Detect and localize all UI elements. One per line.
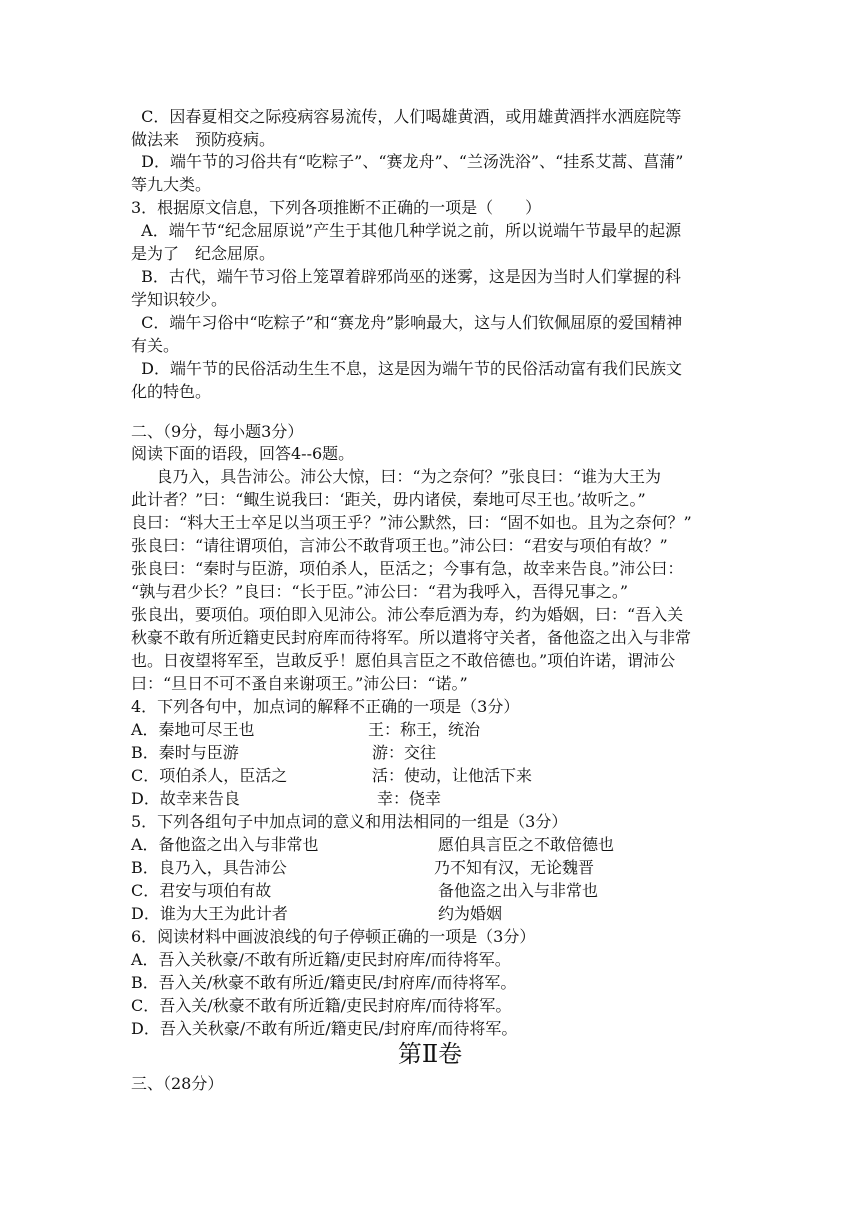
- q6-stem: 6．阅读材料中画波浪线的句子停顿正确的一项是（3分）: [131, 927, 536, 946]
- q2-option-d-line2: 等九大类。: [131, 175, 212, 194]
- q4-option-c-gloss: 活：使动，让他活下来: [372, 766, 533, 785]
- q3-option-a-line2: 是为了 纪念屈原。: [131, 244, 276, 263]
- q2-option-c-line1: C．因春夏相交之际疫病容易流传，人们喝雄黄酒，或用雄黄酒拌水洒庭院等: [131, 107, 682, 126]
- q4-stem: 4．下列各句中，加点词的解释不正确的一项是（3分）: [131, 697, 520, 716]
- passage-line: 曰：“旦日不可不蚤自来谢项王。”沛公曰：“诺。”: [131, 674, 468, 693]
- q3-option-d-line2: 化的特色。: [131, 382, 212, 401]
- q3-stem: 3．根据原文信息，下列各项推断不正确的一项是（ ）: [131, 198, 542, 217]
- q5-option-b: B．良乃入，具告沛公: [131, 858, 287, 877]
- q3-option-d-line1: D．端午节的民俗活动生生不息，这是因为端午节的民俗活动富有我们民族文: [131, 359, 683, 378]
- passage-line: 张良出，要项伯。项伯即入见沛公。沛公奉卮酒为寿，约为婚姻，曰：“吾入关: [131, 605, 684, 624]
- q5-option-c-pair: 备他盗之出入与非常也: [438, 881, 599, 900]
- q3-option-c-line1: C．端午习俗中“吃粽子”和“赛龙舟”影响最大，这与人们钦佩屈原的爱国精神: [131, 313, 683, 332]
- q3-option-a-line1: A．端午节“纪念屈原说”产生于其他几种学说之前，所以说端午节最早的起源: [131, 221, 682, 240]
- q3-option-b-line1: B．古代，端午节习俗上笼罩着辟邪尚巫的迷雾，这是因为当时人们掌握的科: [131, 267, 681, 286]
- q5-option-b-pair: 乃不知有汉，无论魏晋: [434, 858, 595, 877]
- passage-line: 良曰：“料大王士卒足以当项王乎？”沛公默然，曰：“固不如也。且为之奈何？”: [131, 513, 692, 532]
- q4-option-c: C．项伯杀人，臣活之: [131, 766, 288, 785]
- q2-option-d-line1: D．端午节的习俗共有“吃粽子”、“赛龙舟”、“兰汤洗浴”、“挂系艾蒿、菖蒲”: [131, 152, 684, 171]
- q5-option-a: A．备他盗之出入与非常也: [131, 835, 319, 854]
- passage-line: 此计者？”曰：“鲰生说我曰：‘距关，毋内诸侯，秦地可尽王也。’故听之。”: [131, 490, 646, 509]
- volume-2-title: 第Ⅱ卷: [397, 1040, 463, 1068]
- passage-line: “孰与君少长？”良曰：“长于臣。”沛公曰：“君为我呼入，吾得兄事之。”: [131, 582, 629, 601]
- passage-line: 秋豪不敢有所近籍吏民封府库而待将军。所以遣将守关者，备他盗之出入与非常: [131, 628, 692, 647]
- q4-option-b: B．秦时与臣游: [131, 743, 239, 762]
- q6-option-b: B．吾入关/秋豪不敢有所近/籍吏民/封府库/而待将军。: [131, 973, 517, 992]
- section2-intro: 阅读下面的语段，回答4--6题。: [131, 444, 355, 463]
- q5-option-a-pair: 愿伯具言臣之不敢倍德也: [438, 835, 615, 854]
- section3-heading: 三、（28分）: [131, 1074, 224, 1093]
- q5-option-d-pair: 约为婚姻: [438, 904, 503, 923]
- q2-option-c-line2: 做法来 预防疫病。: [131, 130, 276, 149]
- q4-option-a-gloss: 王：称王，统治: [368, 720, 481, 739]
- q5-option-c: C．君安与项伯有故: [131, 881, 272, 900]
- passage-line: 张良曰：“请往谓项伯，言沛公不敢背项王也。”沛公曰：“君安与项伯有故？”: [131, 536, 668, 555]
- q4-option-d-gloss: 幸：侥幸: [377, 789, 442, 808]
- q4-option-d: D．故幸来告良: [131, 789, 240, 808]
- section2-heading: 二、（9分，每小题3分）: [131, 422, 304, 441]
- passage-line: 良乃入，具告沛公。沛公大惊，曰：“为之奈何？”张良曰：“谁为大王为: [131, 467, 661, 486]
- q3-option-c-line2: 有关。: [131, 336, 180, 355]
- q4-option-b-gloss: 游：交往: [372, 743, 437, 762]
- passage-line: 张良曰：“秦时与臣游，项伯杀人，臣活之；今事有急，故幸来告良。”沛公曰：: [131, 559, 684, 578]
- passage-line: 也。日夜望将军至，岂敢反乎！愿伯具言臣之不敢倍德也。”项伯许诺，谓沛公: [131, 651, 676, 670]
- q6-option-d: D．吾入关秋豪/不敢有所近/籍吏民/封府库/而待将军。: [131, 1019, 518, 1038]
- q5-option-d: D．谁为大王为此计者: [131, 904, 288, 923]
- q3-option-b-line2: 学知识较少。: [131, 290, 228, 309]
- q4-option-a: A．秦地可尽王也: [131, 720, 255, 739]
- q6-option-c: C．吾入关/秋豪不敢有所近籍/吏民封府库/而待将军。: [131, 996, 512, 1015]
- q5-stem: 5．下列各组句子中加点词的意义和用法相同的一组是（3分）: [131, 812, 568, 831]
- q6-option-a: A．吾入关秋豪/不敢有所近籍/吏民封府库/而待将军。: [131, 950, 511, 969]
